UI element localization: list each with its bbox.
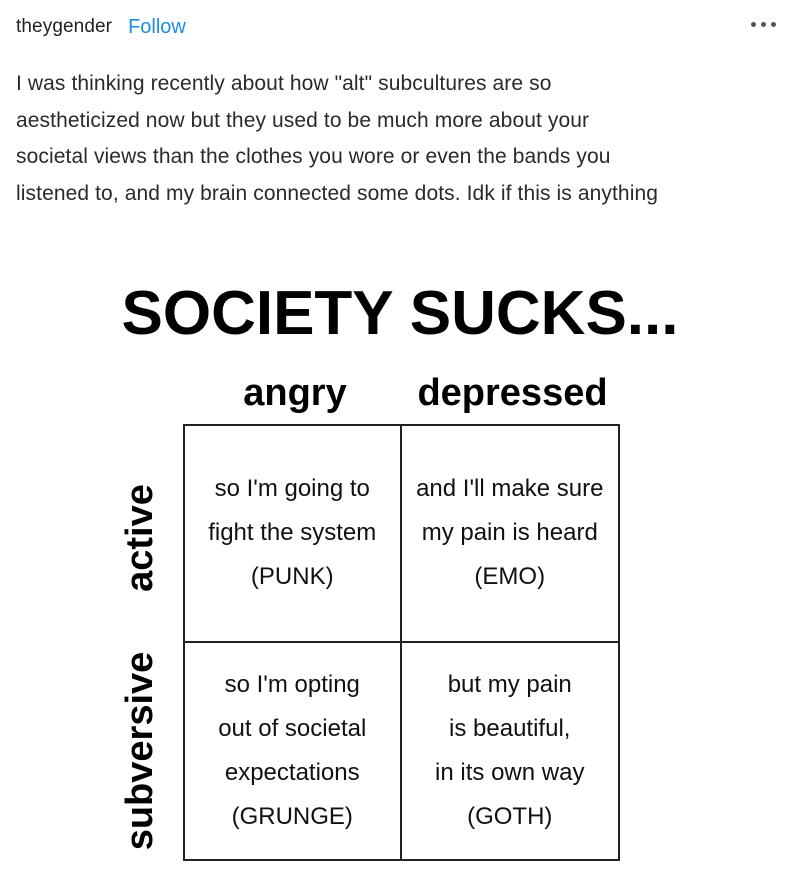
post-text-line: I was thinking recently about how "alt" subcultures are so xyxy=(16,72,552,95)
meme-title: SOCIETY SUCKS... xyxy=(121,279,679,348)
cell-line: in its own way xyxy=(435,758,585,786)
grid-cell-grunge xyxy=(185,643,402,860)
post-text-line: societal views than the clothes you wore or even the bands you xyxy=(16,145,611,168)
post-text-line: listened to, and my brain connected some dots. Idk if this is anything xyxy=(16,181,659,205)
column-header-depressed: depressed xyxy=(417,372,608,414)
more-dot xyxy=(771,22,776,27)
cell-line: out of societal xyxy=(218,714,367,742)
post-text xyxy=(16,66,786,212)
cell-line: expectations xyxy=(224,758,360,786)
row-header-active: active xyxy=(119,484,161,592)
grid-cell-emo xyxy=(402,426,619,643)
cell-line: fight the system xyxy=(208,519,377,547)
grid-cell-goth xyxy=(402,643,619,860)
row-header-subversive: subversive xyxy=(119,651,161,851)
grid-cell-punk xyxy=(185,426,402,643)
post-header xyxy=(16,12,784,42)
cell-line: so I'm going to xyxy=(214,475,370,503)
cell-line: (EMO) xyxy=(474,563,546,591)
cell-line: so I'm opting xyxy=(224,670,360,698)
username[interactable]: theygender xyxy=(16,16,113,37)
cell-line: (PUNK) xyxy=(250,563,334,591)
post-text-line: aestheticized now but they used to be much more about your xyxy=(16,108,590,132)
follow-button[interactable]: Follow xyxy=(128,15,186,38)
cell-line: (GRUNGE) xyxy=(231,802,353,830)
cell-line: but my pain xyxy=(447,670,572,698)
more-dot xyxy=(761,22,766,27)
cell-line: is beautiful, xyxy=(449,714,571,742)
column-header-angry: angry xyxy=(243,372,347,414)
cell-line: and I'll make sure xyxy=(416,475,604,503)
more-dot xyxy=(751,22,756,27)
cell-line: my pain is heard xyxy=(421,519,598,547)
meme-grid xyxy=(183,424,620,861)
cell-line: (GOTH) xyxy=(467,802,553,830)
more-options-icon[interactable] xyxy=(749,16,778,33)
